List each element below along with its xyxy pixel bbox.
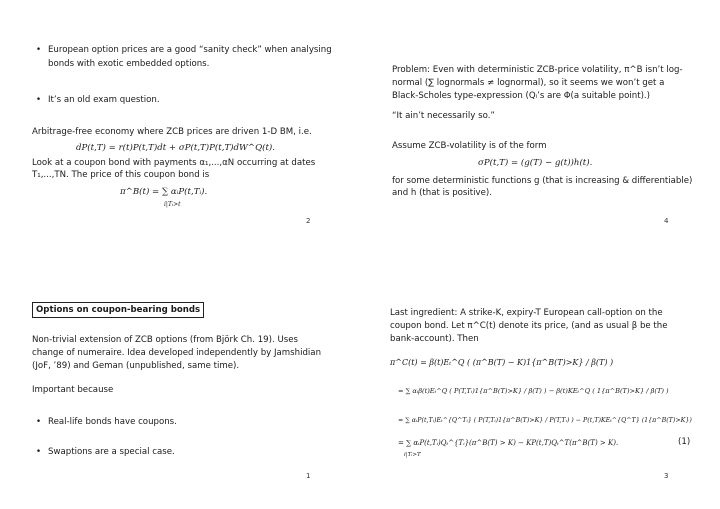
paragraph: bank-account). Then [390, 334, 479, 344]
equation-line: = ∑ αᵢP(t,Tᵢ)Eₜ^{Q^Tᵢ} ( P(T,Tᵢ)1{π^B(T)>K} / P(T,Tᵢ) ) − P(t,T)KEₜ^{Q^T} (1{π^B(T)>K}) [398, 417, 692, 424]
paragraph: change of numeraire. Idea developed independently by Jamshidian [32, 348, 322, 358]
bullet-text: European option prices are a good “sanity check” when analysing [48, 45, 332, 55]
bullet-item [36, 44, 332, 57]
bullet-dot-icon: • [36, 417, 42, 427]
page-number: 2 [306, 217, 311, 225]
quote: “It ain’t necessarily so.” [392, 111, 495, 121]
paragraph: T₁,...,TN. The price of this coupon bond is [32, 170, 210, 180]
paragraph: Arbitrage-free economy where ZCB prices are driven 1-D BM, i.e. [32, 127, 312, 137]
paragraph: and h (that is positive). [392, 188, 493, 198]
paragraph: Assume ZCB-volatility is of the form [392, 141, 547, 151]
paragraph: coupon bond. Let π^C(t) denote its price, (and as usual β be the [390, 321, 668, 331]
bullet-dot-icon: • [36, 45, 42, 55]
equation: π^B(t) = ∑ αᵢP(t,Tᵢ). [120, 187, 208, 197]
slide-bottom-left [32, 304, 332, 464]
bullet-text-cont: bonds with exotic embedded options. [48, 59, 210, 69]
page-number: 1 [306, 472, 311, 480]
bullet-item [36, 446, 175, 459]
slide-top-left [32, 44, 336, 234]
paragraph: normal (∑ lognormals ≠ lognormal), so it seems we won’t get a [392, 78, 665, 88]
bullet-text: It’s an old exam question. [48, 95, 160, 105]
equation-subscript: i|Tᵢ>t [164, 201, 181, 208]
paragraph: Last ingredient: A strike-K, expiry-T European call-option on the [390, 308, 663, 318]
bullet-dot-icon: • [36, 447, 42, 457]
paragraph: Non-trivial extension of ZCB options (from Björk Ch. 19). Uses [32, 335, 298, 345]
slide-top-right [392, 64, 692, 214]
paragraph: Important because [32, 385, 114, 395]
bullet-text: Real-life bonds have coupons. [48, 417, 177, 427]
paragraph: Problem: Even with deterministic ZCB-price volatility, π^B isn’t log- [392, 65, 683, 75]
equation-number: (1) [678, 437, 691, 447]
equation: dP(t,T) = r(t)P(t,T)dt + σP(t,T)P(t,T)dW^Q(t). [76, 143, 276, 153]
equation-subscript: i|Tᵢ>T [404, 452, 421, 458]
bullet-item [36, 416, 177, 429]
paragraph: Black-Scholes type-expression (Qᵢ’s are Φ(a suitable point).) [392, 91, 651, 101]
page-number: 3 [664, 472, 669, 480]
bullet-item [36, 94, 160, 107]
equation-line: = ∑ αᵢP(t,Tᵢ)Qₜ^{Tᵢ}(π^B(T) > K) − KP(t,T)Qₜ^T(π^B(T) > K). [398, 439, 619, 447]
slide-title [32, 304, 204, 317]
bullet-dot-icon: • [36, 95, 42, 105]
bullet-text: Swaptions are a special case. [48, 447, 175, 457]
slide-title-text: Options on coupon-bearing bonds [32, 302, 204, 318]
paragraph: (JoF, ’89) and Geman (unpublished, same time). [32, 361, 240, 371]
slide-bottom-right [390, 307, 700, 467]
paragraph: Look at a coupon bond with payments α₁,...,αN occurring at dates [32, 158, 316, 168]
equation: σP(t,T) = (g(T) − g(t))h(t). [478, 158, 593, 168]
equation-line: = ∑ αᵢβ(t)Eₜ^Q ( P(T,Tᵢ)1{π^B(T)>K} / β(T) ) − β(t)KEₜ^Q ( 1{π^B(T)>K} / β(T) ) [398, 387, 669, 395]
page-number: 4 [664, 217, 669, 225]
equation-line: π^C(t) = β(t)Eₜ^Q ( (π^B(T) − K)1{π^B(T)>K} / β(T) ) [390, 358, 614, 367]
paragraph: for some deterministic functions g (that is increasing & differentiable) [392, 176, 693, 186]
